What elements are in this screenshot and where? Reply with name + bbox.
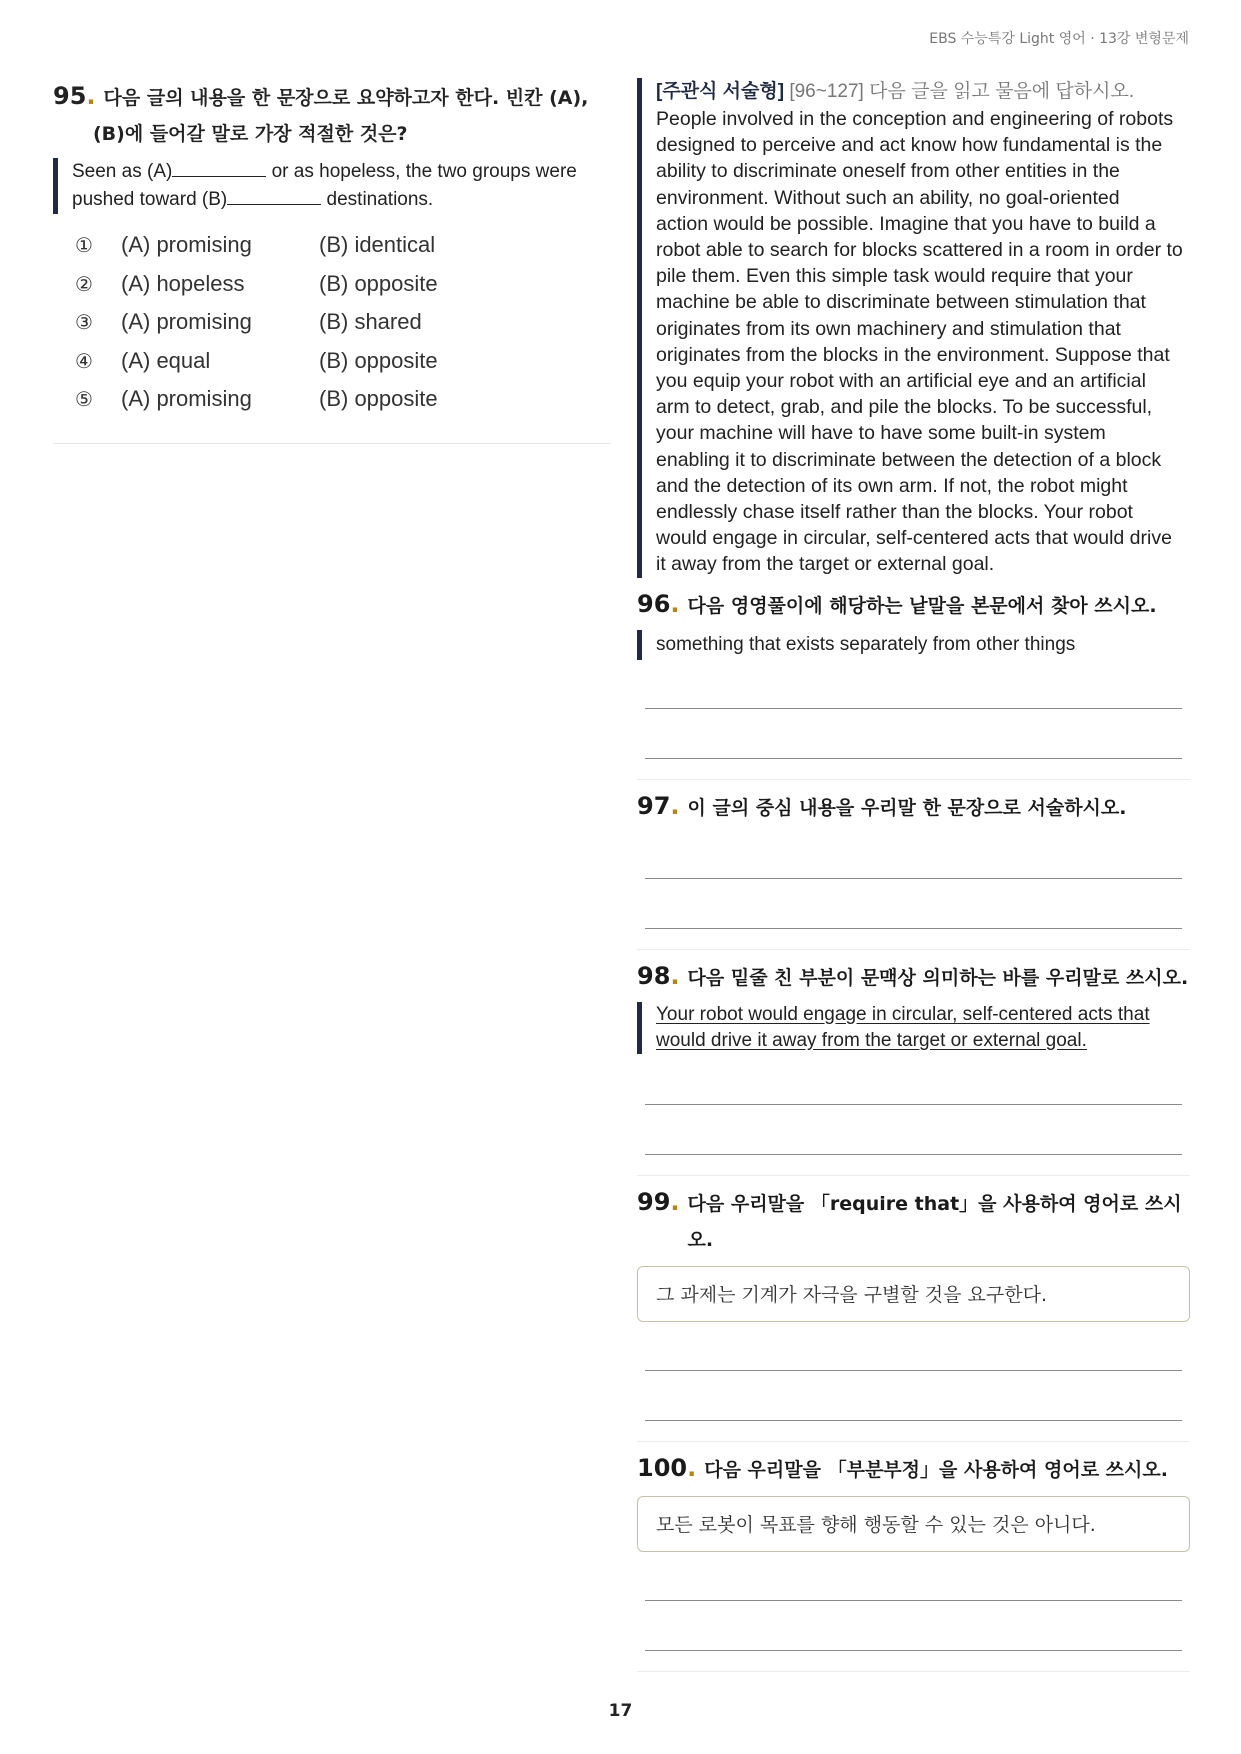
passage-title: [주관식 서술형] <box>656 81 785 102</box>
passage-line: and the detection of its own arm. If not, the robot might <box>656 474 1128 497</box>
left-section-divider <box>53 443 611 444</box>
passage-heading <box>656 78 1190 106</box>
passage-instruction: [96~127] 다음 글을 읽고 물음에 답하시오. <box>784 81 1135 102</box>
choice-1[interactable] <box>75 226 611 265</box>
q99-prompt: 다음 우리말을 「require that」을 사용하여 영어로 쓰시오. <box>687 1192 1182 1251</box>
section-divider <box>637 779 1190 780</box>
passage-line: ability to discriminate oneself from other entities in the <box>656 160 1120 183</box>
q99-answer-line-2[interactable] <box>645 1420 1182 1421</box>
q97-answer-line-2[interactable] <box>645 928 1182 929</box>
section-divider <box>637 949 1190 950</box>
q100-number: 100 <box>637 1453 688 1482</box>
choice-a: (A) promising <box>121 386 252 412</box>
q98-prompt: 다음 밑줄 친 부분이 문맥상 의미하는 바를 우리말로 쓰시오. <box>687 966 1189 989</box>
choice-number: ⑤ <box>75 387 93 412</box>
q98-quote-line1: Your robot would engage in circular, self-centered acts that <box>656 1003 1150 1025</box>
q97-heading <box>637 790 1190 826</box>
q96-prompt: 다음 영영풀이에 해당하는 낱말을 본문에서 찾아 쓰시오. <box>687 594 1157 617</box>
q97-dot: . <box>670 791 680 820</box>
passage-line: originates from the blocks in the environment. Suppose that <box>656 343 1170 366</box>
choice-4[interactable] <box>75 342 611 381</box>
q96-number: 96 <box>637 589 671 618</box>
choice-b: (B) opposite <box>319 347 438 373</box>
q98-answer-line-1[interactable] <box>645 1104 1182 1105</box>
section-divider <box>637 1671 1190 1672</box>
passage-line: would engage in circular, self-centered acts that would drive <box>656 527 1172 550</box>
q98-quote-line2: would drive it away from the target or external goal. <box>656 1029 1087 1051</box>
choice-b: (B) opposite <box>319 270 438 296</box>
choice-b: (B) shared <box>319 309 422 335</box>
choice-b: (B) identical <box>319 232 436 258</box>
q95-summary <box>53 158 611 214</box>
passage-line: environment. Without such an ability, no goal-oriented <box>656 186 1120 209</box>
q96-definition: something that exists separately from other things <box>637 630 1190 660</box>
choice-number: ① <box>75 233 93 258</box>
reading-passage <box>637 78 1190 578</box>
page-number: 17 <box>608 1701 633 1721</box>
q100-korean-box: 모든 로봇이 목표를 향해 행동할 수 있는 것은 아니다. <box>637 1496 1190 1552</box>
q96-answer-line-2[interactable] <box>645 758 1182 759</box>
passage-line: originates from its own machinery and stimulation that <box>656 317 1121 340</box>
q97-answer-line-1[interactable] <box>645 878 1182 879</box>
q95-number: 95 <box>53 82 87 110</box>
choice-number: ③ <box>75 310 93 335</box>
choice-number: ② <box>75 271 93 296</box>
section-divider <box>637 1441 1190 1442</box>
passage-line: People involved in the conception and engineering of robots <box>656 108 1174 130</box>
question-95 <box>53 78 611 444</box>
q95-summary-part4: destinations. <box>321 189 434 210</box>
choice-a: (A) promising <box>121 309 252 335</box>
q96-dot: . <box>670 589 680 618</box>
passage-line: your machine will have to have some built-in system <box>656 422 1106 445</box>
choice-number: ④ <box>75 348 93 373</box>
passage-line: machine be able to discriminate between stimulation that <box>656 291 1146 314</box>
q95-summary-part1: Seen as (A) <box>72 161 173 182</box>
q97-prompt: 이 글의 중심 내용을 우리말 한 문장으로 서술하시오. <box>687 796 1127 819</box>
q97-number: 97 <box>637 791 671 820</box>
q95-summary-line2 <box>72 186 611 214</box>
q100-prompt: 다음 우리말을 「부분부정」을 사용하여 영어로 쓰시오. <box>704 1458 1168 1481</box>
passage-line: you equip your robot with an artificial eye and an artificial <box>656 370 1146 393</box>
q95-prompt-line2: (B)에 들어갈 말로 가장 적절한 것은? <box>93 123 408 145</box>
choice-2[interactable] <box>75 265 611 304</box>
passage-line: it away from the target or external goal. <box>656 553 995 576</box>
q95-prompt <box>53 78 611 152</box>
q100-heading <box>637 1452 1190 1488</box>
q99-number: 99 <box>637 1187 671 1216</box>
passage-line: robot able to search for blocks scattered in a room in order to <box>656 239 1183 262</box>
q95-prompt-line1: 다음 글의 내용을 한 문장으로 요약하고자 한다. 빈칸 (A), <box>103 87 589 109</box>
passage-line: endlessly chase itself rather than the blocks. Your robot <box>656 501 1133 524</box>
passage-line: action would be possible. Imagine that you have to build a <box>656 212 1156 235</box>
q99-heading <box>637 1186 1190 1258</box>
q98-number: 98 <box>637 961 671 990</box>
passage-line: pile them. Even this simple task would require that your <box>656 265 1133 288</box>
q95-choices <box>53 226 611 419</box>
blank-b <box>227 187 321 205</box>
q95-summary-line1 <box>72 158 611 186</box>
q98-dot: . <box>670 961 680 990</box>
q98-heading <box>637 960 1190 996</box>
section-divider <box>637 1175 1190 1176</box>
blank-a <box>172 159 266 177</box>
q100-dot: . <box>687 1453 697 1482</box>
q95-summary-part3: pushed toward (B) <box>72 189 228 210</box>
q98-answer-line-2[interactable] <box>645 1154 1182 1155</box>
header-title: EBS 수능특강 Light 영어 · 13강 변형문제 <box>929 31 1189 47</box>
passage-line: designed to perceive and act know how fundamental is the <box>656 134 1163 157</box>
passage-line: enabling it to discriminate between the detection of a block <box>656 448 1162 471</box>
q100-answer-line-1[interactable] <box>645 1600 1182 1601</box>
choice-b: (B) opposite <box>319 386 438 412</box>
choice-a: (A) equal <box>121 347 211 373</box>
passage-line: arm to detect, grab, and pile the blocks. To be successful, <box>656 396 1153 419</box>
q96-heading <box>637 588 1190 624</box>
q99-answer-line-1[interactable] <box>645 1370 1182 1371</box>
choice-a: (A) hopeless <box>121 270 245 296</box>
choice-a: (A) promising <box>121 232 252 258</box>
q95-dot: . <box>86 82 96 110</box>
q98-quote <box>637 1002 1190 1054</box>
q96-answer-line-1[interactable] <box>645 708 1182 709</box>
q99-korean-box: 그 과제는 기계가 자극을 구별할 것을 요구한다. <box>637 1266 1190 1322</box>
choice-3[interactable] <box>75 303 611 342</box>
q100-answer-line-2[interactable] <box>645 1650 1182 1651</box>
q99-dot: . <box>670 1187 680 1216</box>
choice-5[interactable] <box>75 380 611 419</box>
right-column <box>637 78 1190 1672</box>
q95-summary-part2: or as hopeless, the two groups were <box>266 161 577 182</box>
